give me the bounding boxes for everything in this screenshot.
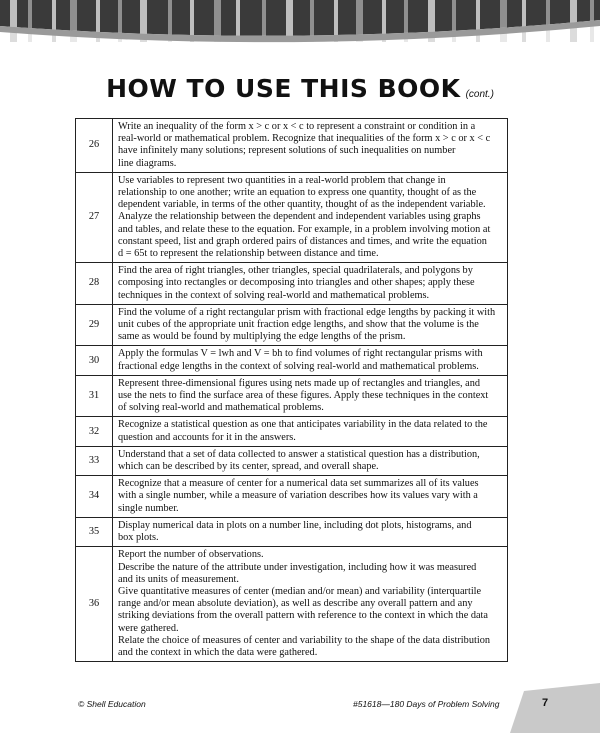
standard-number: 34 bbox=[76, 476, 113, 518]
table-row bbox=[76, 375, 508, 417]
description-line: were gathered. bbox=[118, 622, 179, 634]
description-line: line diagrams. bbox=[118, 157, 177, 169]
description-line: unit cubes of the appropriate unit fraction edge lengths, and show that the volume is the bbox=[118, 319, 479, 331]
table-row bbox=[76, 304, 508, 346]
page-heading bbox=[0, 74, 600, 103]
description-line: d = 65t to represent the relationship between distance and time. bbox=[118, 248, 379, 260]
description-line: Apply the formulas V = lwh and V = bh to find volumes of right rectangular prisms with bbox=[118, 348, 483, 360]
description-line: box plots. bbox=[118, 532, 159, 544]
table-row bbox=[76, 346, 508, 375]
description-line: which can be described by its center, spread, and overall shape. bbox=[118, 461, 379, 473]
table-row bbox=[76, 417, 508, 446]
description-line: Use variables to represent two quantities in a real-world problem that change in bbox=[118, 174, 446, 186]
description-line: Relate the choice of measures of center and variability to the shape of the data distribution bbox=[118, 634, 490, 646]
table-row bbox=[76, 119, 508, 173]
standard-number: 31 bbox=[76, 375, 113, 417]
table-row bbox=[76, 476, 508, 518]
description-line: and the context in which the data were gathered. bbox=[118, 646, 318, 658]
description-line: striking deviations from the overall pattern with reference to the context in which the data bbox=[118, 610, 488, 622]
table-row bbox=[76, 517, 508, 546]
standard-description bbox=[113, 517, 508, 546]
description-line: techniques in the context of solving real-world and mathematical problems. bbox=[118, 289, 430, 301]
page-subtitle: (cont.) bbox=[465, 89, 494, 100]
standard-description bbox=[113, 476, 508, 518]
description-line: single number. bbox=[118, 502, 179, 514]
standard-description bbox=[113, 417, 508, 446]
description-line: relationship to one another; write an equation to express one quantity, thought of as the bbox=[118, 187, 477, 199]
standard-number: 30 bbox=[76, 346, 113, 375]
description-line: question and accounts for it in the answers. bbox=[118, 431, 296, 443]
description-line: dependent variable, in terms of the other quantity, thought of as the independent variable. bbox=[118, 199, 486, 211]
standard-number: 36 bbox=[76, 547, 113, 662]
standard-number: 27 bbox=[76, 172, 113, 262]
description-line: Recognize a statistical question as one that anticipates variability in the data related to the bbox=[118, 419, 488, 431]
description-line: constant speed, list and graph ordered pairs of distances and times, and write the equation bbox=[118, 235, 487, 247]
description-line: Find the area of right triangles, other triangles, special quadrilaterals, and polygons by bbox=[118, 265, 473, 277]
standard-description bbox=[113, 119, 508, 173]
footer-copyright: © Shell Education bbox=[78, 699, 146, 709]
description-line: have infinitely many solutions; represent solutions of such inequalities on number bbox=[118, 145, 456, 157]
table-row bbox=[76, 446, 508, 475]
standard-number: 28 bbox=[76, 263, 113, 305]
table-row bbox=[76, 172, 508, 262]
table-row bbox=[76, 547, 508, 662]
header-stripe-band bbox=[0, 0, 600, 48]
standard-description bbox=[113, 547, 508, 662]
standard-number: 29 bbox=[76, 304, 113, 346]
standard-description bbox=[113, 346, 508, 375]
description-line: with a single number, while a measure of variation describes how its values vary with a bbox=[118, 490, 478, 502]
description-line: Understand that a set of data collected to answer a statistical question has a distribution, bbox=[118, 448, 480, 460]
description-line: Represent three-dimensional figures using nets made up of rectangles and triangles, and bbox=[118, 377, 480, 389]
description-line: Recognize that a measure of center for a numerical data set summarizes all of its values bbox=[118, 478, 479, 490]
standard-description bbox=[113, 172, 508, 262]
standard-description bbox=[113, 304, 508, 346]
description-line: and its units of measurement. bbox=[118, 573, 239, 585]
description-line: Analyze the relationship between the dependent and independent variables using graphs bbox=[118, 211, 481, 223]
table-row bbox=[76, 263, 508, 305]
standard-number: 32 bbox=[76, 417, 113, 446]
standard-description bbox=[113, 263, 508, 305]
page-title: HOW TO USE THIS BOOK bbox=[106, 74, 461, 103]
page-number: 7 bbox=[542, 697, 549, 709]
description-line: Write an inequality of the form x > c or x < c to represent a constraint or condition in a bbox=[118, 121, 476, 132]
description-line: Describe the nature of the attribute under investigation, including how it was measured bbox=[118, 561, 477, 573]
standard-description bbox=[113, 375, 508, 417]
description-line: Display numerical data in plots on a number line, including dot plots, histograms, and bbox=[118, 519, 472, 531]
standard-number: 33 bbox=[76, 446, 113, 475]
description-line: of solving real-world and mathematical problems. bbox=[118, 402, 324, 414]
description-line: and tables, and relate these to the equation. For example, in a problem involving motion at bbox=[118, 223, 491, 235]
standard-description bbox=[113, 446, 508, 475]
standard-number: 26 bbox=[76, 119, 113, 173]
description-line: Find the volume of a right rectangular prism with fractional edge lengths by packing it with bbox=[118, 306, 496, 318]
description-line: fractional edge lengths in the context of solving real-world and mathematical problems. bbox=[118, 360, 479, 372]
footer-book-title: #51618—180 Days of Problem Solving bbox=[353, 699, 500, 709]
description-line: composing into rectangles or decomposing into triangles and other shapes; apply these bbox=[118, 277, 475, 289]
description-line: same as would be found by multiplying the edge lengths of the prism. bbox=[118, 331, 406, 343]
description-line: use the nets to find the surface area of these figures. Apply these techniques in the context bbox=[118, 390, 489, 402]
description-line: Give quantitative measures of center (median and/or mean) and variability (interquartile bbox=[118, 585, 482, 597]
standards-table bbox=[75, 118, 508, 662]
description-line: range and/or mean absolute deviation), as well as describe any overall pattern and any bbox=[118, 598, 473, 610]
description-line: real-world or mathematical problem. Recognize that inequalities of the form x > c or x < c bbox=[118, 133, 491, 145]
page-number-tab bbox=[510, 683, 600, 733]
description-line: Report the number of observations. bbox=[118, 549, 264, 561]
standard-number: 35 bbox=[76, 517, 113, 546]
